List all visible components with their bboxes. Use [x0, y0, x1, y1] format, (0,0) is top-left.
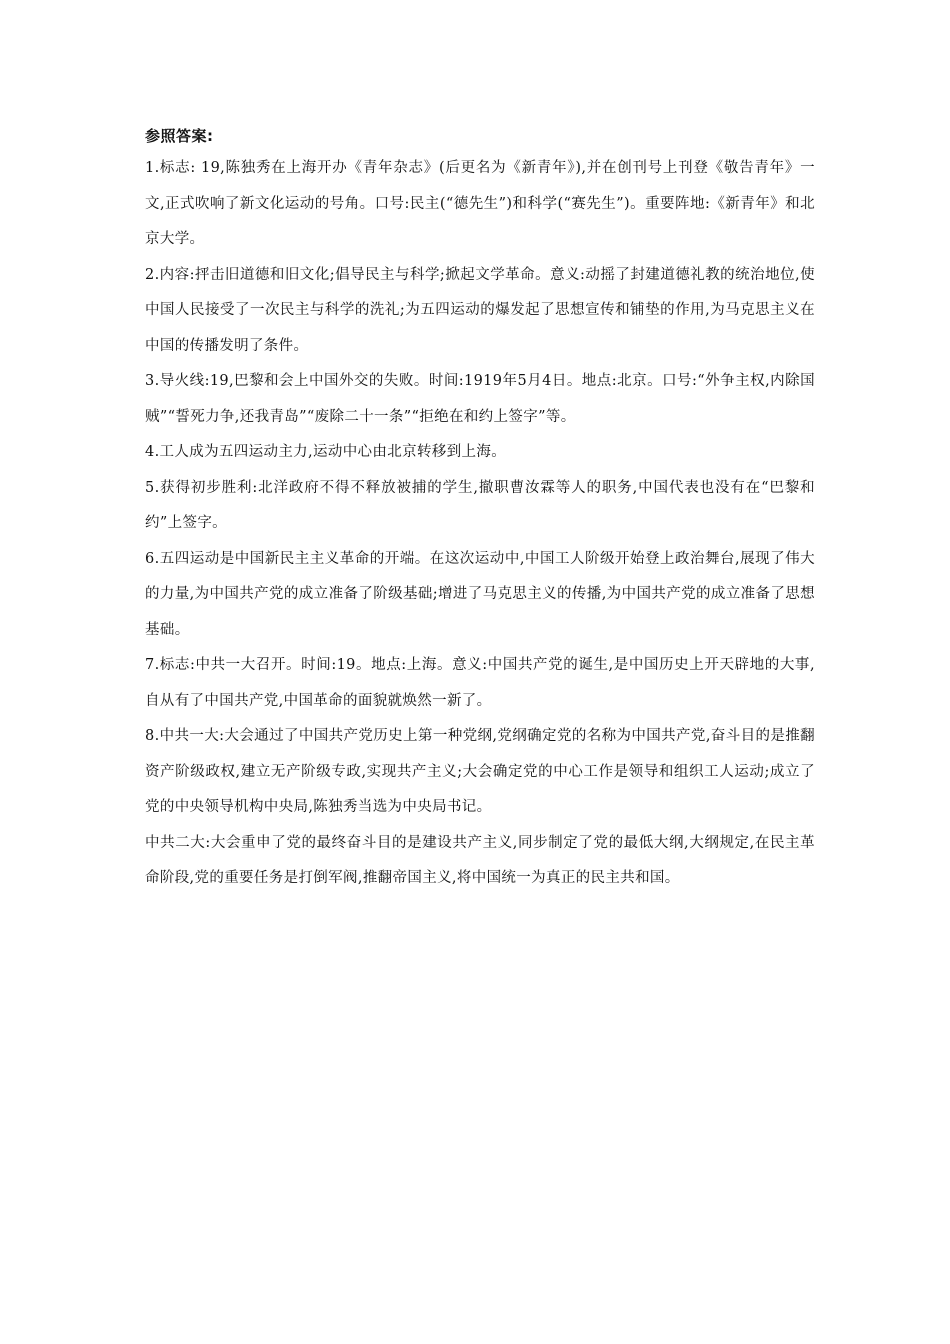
answer-2: 2.内容:抨击旧道德和旧文化;倡导民主与科学;掀起文学革命。意义:动摇了封建道德礼教的统治地位,使中国人民接受了一次民主与科学的洗礼;为五四运动的爆发起了思想宣传和铺垫的作用,为马克思主义在中国的传播发明了条件。	[145, 266, 815, 354]
answer-6: 6.五四运动是中国新民主主义革命的开端。在这次运动中,中国工人阶级开始登上政治舞台,展现了伟大的力量,为中国共产党的成立准备了阶级基础;增进了马克思主义的传播,为中国共产党的成立准备了思想基础。	[145, 550, 815, 638]
answer-7: 7.标志:中共一大召开。时间:19。地点:上海。意义:中国共产党的诞生,是中国历史上开天辟地的大事,自从有了中国共产党,中国革命的面貌就焕然一新了。	[145, 657, 815, 709]
answer-4: 4.工人成为五四运动主力,运动中心由北京转移到上海。	[145, 444, 507, 460]
answer-1: 1.标志: 19,陈独秀在上海开办《青年杂志》(后更名为《新青年》),并在创刊号上刊登《敬告青年》一文,正式吹响了新文化运动的号角。口号:民主(“德先生”)和科学(“赛先生”)。重要阵地:《新青年》和北京大学。	[145, 160, 815, 247]
answers-heading: 参照答案:	[145, 127, 214, 145]
answer-content	[145, 121, 815, 897]
answer-8-second-congress: 中共二大:大会重申了党的最终奋斗目的是建设共产主义,同步制定了党的最低大纲,大纲规定,在民主革命阶段,党的重要任务是打倒军阀,推翻帝国主义,将中国统一为真正的民主共和国。	[145, 834, 815, 886]
answer-5: 5.获得初步胜利:北洋政府不得不释放被捕的学生,撤职曹汝霖等人的职务,中国代表也没有在“巴黎和约”上签字。	[145, 479, 815, 531]
answer-3: 3.导火线:19,巴黎和会上中国外交的失败。时间:1919年5月4日。地点:北京。口号:“外争主权,内除国贼”“誓死力争,还我青岛”“废除二十一条”“拒绝在和约上签字”等。	[145, 373, 815, 425]
answer-8: 8.中共一大:大会通过了中国共产党历史上第一种党纲,党纲确定党的名称为中国共产党,奋斗目的是推翻资产阶级政权,建立无产阶级专政,实现共产主义;大会确定党的中心工作是领导和组织工人运动;成立了党的中央领导机构中央局,陈独秀当选为中央局书记。	[145, 728, 815, 815]
